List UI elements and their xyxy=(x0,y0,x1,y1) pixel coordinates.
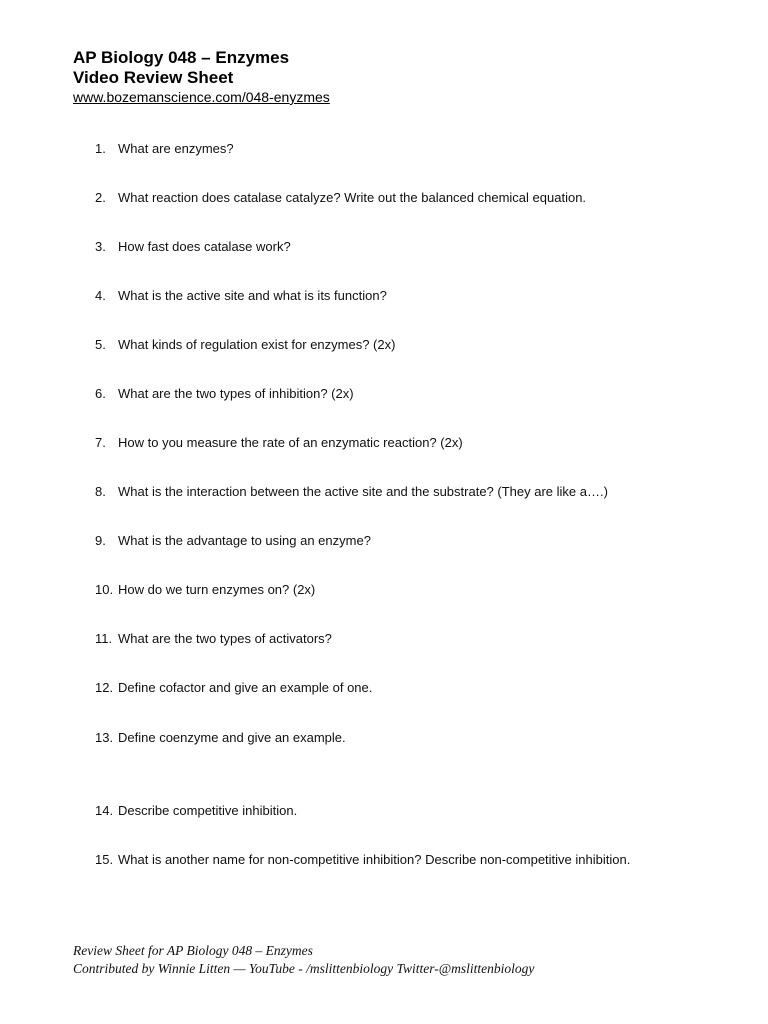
question-number: 12. xyxy=(95,680,114,695)
question-item xyxy=(95,484,608,500)
question-item xyxy=(95,680,372,696)
sheet-header xyxy=(73,48,330,107)
question-text: What is the interaction between the active site and the substrate? (They are like a….) xyxy=(118,484,608,499)
question-item xyxy=(95,239,291,255)
question-text: Define coenzyme and give an example. xyxy=(118,730,346,745)
question-text: What is the advantage to using an enzyme? xyxy=(118,533,371,548)
question-text: Describe competitive inhibition. xyxy=(118,803,298,818)
footer-line-title: Review Sheet for AP Biology 048 – Enzymes xyxy=(73,943,313,958)
question-item xyxy=(95,533,371,549)
question-text: How do we turn enzymes on? (2x) xyxy=(118,582,316,597)
footer-line-credits: Contributed by Winnie Litten — YouTube - /mslittenbiology Twitter-@mslittenbiology xyxy=(73,961,535,976)
question-item xyxy=(95,730,346,746)
question-item xyxy=(95,803,297,819)
question-text: Define cofactor and give an example of one. xyxy=(118,680,373,695)
question-number: 1. xyxy=(95,141,106,156)
question-item xyxy=(95,337,395,353)
sheet-footer xyxy=(73,942,534,978)
question-number: 2. xyxy=(95,190,106,205)
question-number: 6. xyxy=(95,386,106,401)
question-number: 13. xyxy=(95,730,114,745)
question-text: What are the two types of activators? xyxy=(118,631,332,646)
question-number: 7. xyxy=(95,435,106,450)
question-text: What are enzymes? xyxy=(118,141,234,156)
question-text: What are the two types of inhibition? (2x) xyxy=(118,386,354,401)
question-number: 15. xyxy=(95,852,114,867)
question-text: What is the active site and what is its function? xyxy=(118,288,387,303)
question-item xyxy=(95,386,354,402)
question-number: 4. xyxy=(95,288,106,303)
question-item xyxy=(95,435,463,451)
question-number: 10. xyxy=(95,582,114,597)
sheet-title: AP Biology 048 – Enzymes xyxy=(73,48,290,67)
question-item xyxy=(95,631,332,647)
question-text: What reaction does catalase catalyze? Write out the balanced chemical equation. xyxy=(118,190,587,205)
sheet-subtitle: Video Review Sheet xyxy=(73,68,234,87)
question-item xyxy=(95,190,586,206)
question-number: 3. xyxy=(95,239,106,254)
question-number: 8. xyxy=(95,484,106,499)
question-number: 11. xyxy=(95,631,113,646)
question-number: 9. xyxy=(95,533,106,548)
question-item xyxy=(95,288,387,304)
question-number: 5. xyxy=(95,337,106,352)
question-text: How to you measure the rate of an enzymatic reaction? (2x) xyxy=(118,435,463,450)
question-text: What is another name for non-competitive inhibition? Describe non-competitive inhibition. xyxy=(118,852,631,867)
question-text: What kinds of regulation exist for enzymes? (2x) xyxy=(118,337,396,352)
video-url-link[interactable]: www.bozemanscience.com/048-enyzmes xyxy=(73,89,330,105)
question-item xyxy=(95,852,630,868)
question-number: 14. xyxy=(95,803,114,818)
question-item xyxy=(95,582,315,598)
question-item xyxy=(95,141,234,157)
question-text: How fast does catalase work? xyxy=(118,239,291,254)
